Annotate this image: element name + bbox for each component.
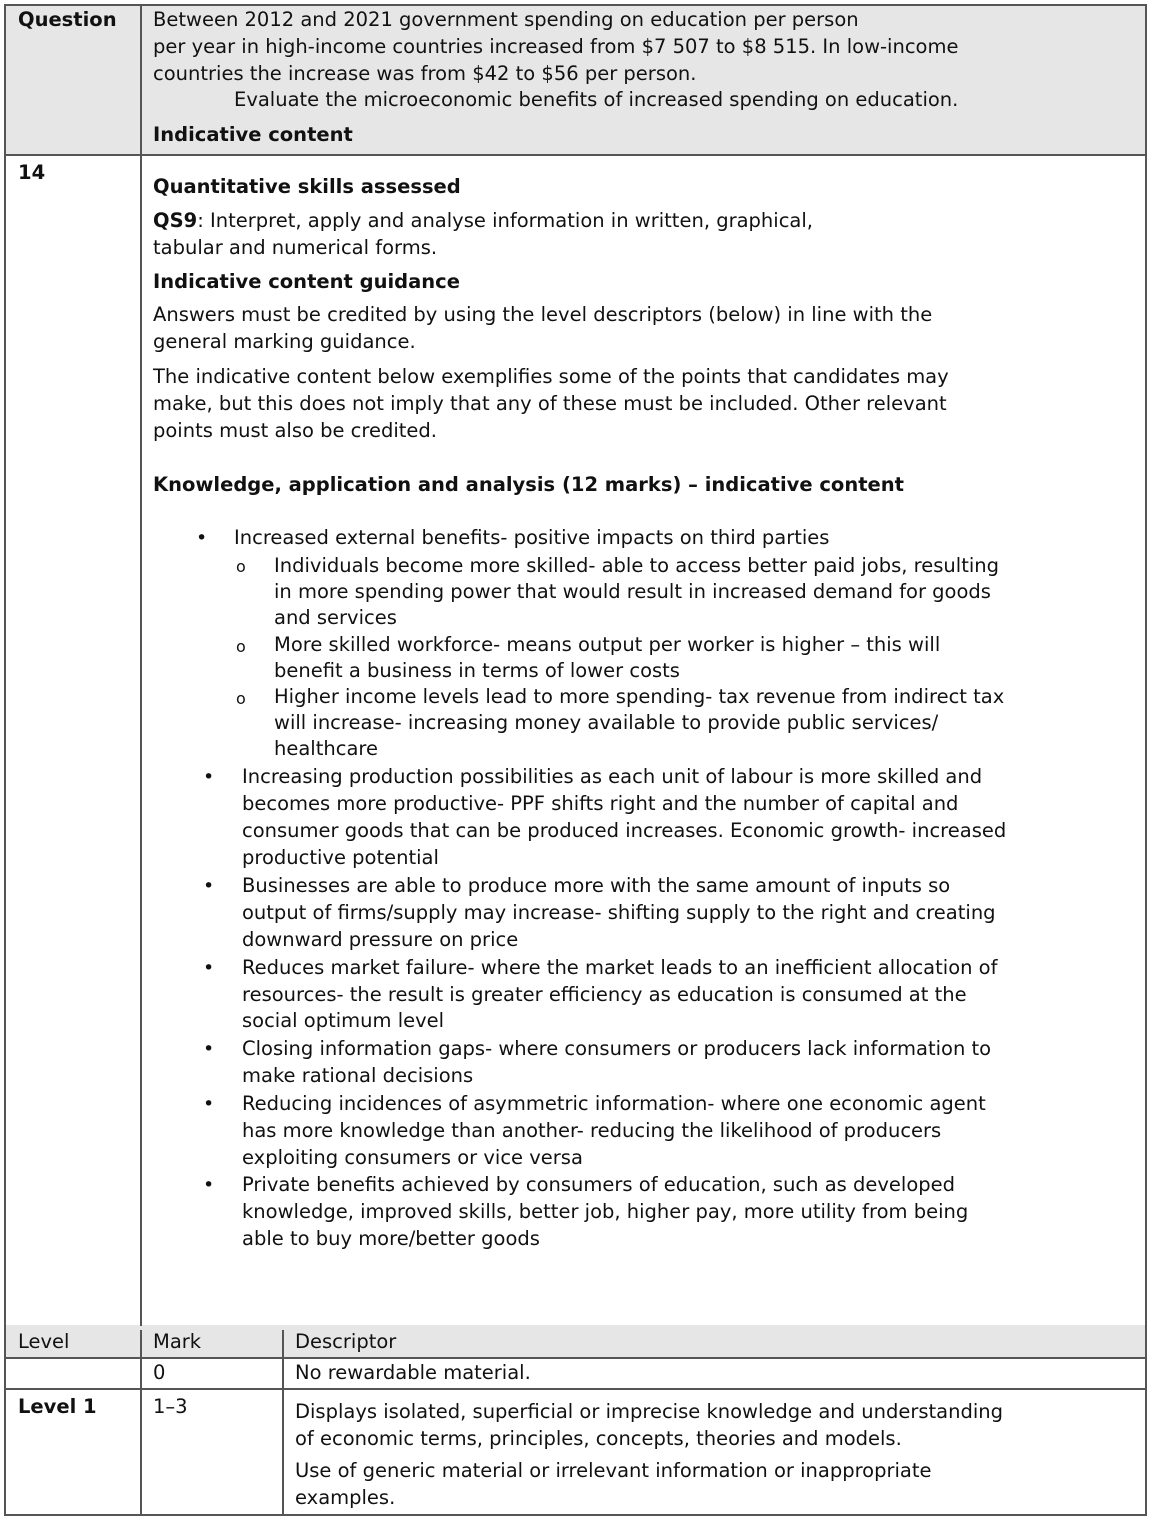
bullet-6-line-1: knowledge, improved skills, better job, higher pay, more utility from being	[242, 1200, 969, 1223]
bullet-6-line-0: Private benefits achieved by consumers of education, such as developed	[242, 1173, 956, 1196]
levels-row-0-descriptor: No rewardable material.	[295, 1361, 531, 1384]
bullet-4-line-1: make rational decisions	[242, 1064, 474, 1087]
question-text-line-2: per year in high-income countries increased from $7 507 to $8 515. In low-income	[153, 35, 959, 58]
levels-row-1-descriptor-line-0: Displays isolated, superficial or imprecise knowledge and understanding	[295, 1400, 1003, 1423]
sub-bullet-icon: o	[236, 689, 246, 708]
levels-row-0-mark: 0	[153, 1361, 166, 1384]
bullet-icon: •	[196, 527, 208, 549]
levels-row-1-descriptor-line-1: of economic terms, principles, concepts, theories and models.	[295, 1427, 902, 1450]
qs-code: QS9	[153, 209, 198, 232]
bullet-icon: •	[203, 1093, 215, 1115]
guidance-p1-line-2: general marking guidance.	[153, 330, 416, 353]
bullet-icon: •	[203, 1174, 215, 1196]
bullet-4-line-0: Closing information gaps- where consumers or producers lack information to	[242, 1037, 992, 1060]
sub-bullet-icon: o	[236, 637, 246, 656]
sub-bullet-1-line-1: benefit a business in terms of lower costs	[274, 659, 680, 682]
bullet-2-line-0: Businesses are able to produce more with the same amount of inputs so	[242, 874, 951, 897]
bullet-3-line-0: Reduces market failure- where the market leads to an inefficient allocation of	[242, 956, 998, 979]
levels-row0-bottom-border	[4, 1388, 1147, 1390]
question-prompt: Evaluate the microeconomic benefits of increased spending on education.	[234, 88, 959, 111]
question-column-label: Question	[18, 8, 117, 31]
qs-heading: Quantitative skills assessed	[153, 175, 461, 198]
bullet-5-line-0: Reducing incidences of asymmetric information- where one economic agent	[242, 1092, 986, 1115]
column-divider-1	[140, 4, 142, 1326]
guidance-heading: Indicative content guidance	[153, 270, 460, 293]
bullet-icon: •	[203, 957, 215, 979]
column-divider-2-levels	[282, 1330, 284, 1516]
levels-header-bottom-border	[4, 1357, 1147, 1359]
sub-bullet-0-line-2: and services	[274, 606, 397, 629]
levels-header-level: Level	[18, 1330, 70, 1353]
qs-text-line-1	[153, 208, 813, 235]
bullet-text-0: Increased external benefits- positive impacts on third parties	[234, 526, 830, 549]
sub-bullet-icon: o	[236, 557, 246, 576]
table-border-bottom	[4, 1514, 1147, 1516]
kaa-heading: Knowledge, application and analysis (12 marks) – indicative content	[153, 473, 904, 496]
bullet-icon: •	[203, 875, 215, 897]
question-text-line-1: Between 2012 and 2021 government spending on education per person	[153, 8, 859, 31]
bullet-1-line-2: consumer goods that can be produced increases. Economic growth- increased	[242, 819, 1007, 842]
sub-bullet-1-line-0: More skilled workforce- means output per worker is higher – this will	[274, 633, 941, 656]
question-text-line-3: countries the increase was from $42 to $56 per person.	[153, 62, 697, 85]
table-border-right	[1145, 4, 1147, 1516]
qs-text: : Interpret, apply and analyse information in written, graphical,	[197, 209, 813, 232]
bullet-5-line-2: exploiting consumers or vice versa	[242, 1146, 583, 1169]
bullet-1-line-0: Increasing production possibilities as each unit of labour is more skilled and	[242, 765, 983, 788]
sub-bullet-2-line-1: will increase- increasing money available to provide public services/	[274, 711, 939, 734]
sub-bullet-2-line-2: healthcare	[274, 737, 378, 760]
column-divider-1-levels	[140, 1330, 142, 1516]
indicative-content-heading: Indicative content	[153, 123, 353, 146]
levels-row-1-descriptor-line-3: examples.	[295, 1486, 396, 1509]
levels-header-descriptor: Descriptor	[295, 1330, 397, 1353]
table-border-top	[4, 4, 1147, 6]
bullet-1-line-1: becomes more productive- PPF shifts right and the number of capital and	[242, 792, 959, 815]
guidance-p2-line-1: The indicative content below exemplifies some of the points that candidates may	[153, 365, 949, 388]
sub-bullet-0-line-0: Individuals become more skilled- able to access better paid jobs, resulting	[274, 554, 999, 577]
guidance-p2-line-3: points must also be credited.	[153, 419, 437, 442]
question-number: 14	[18, 161, 46, 184]
bullet-6-line-2: able to buy more/better goods	[242, 1227, 540, 1250]
bullet-3-line-1: resources- the result is greater efficiency as education is consumed at the	[242, 983, 967, 1006]
levels-header-mark: Mark	[153, 1330, 202, 1353]
levels-row-1-level: Level 1	[18, 1395, 97, 1418]
qs-text-line-2: tabular and numerical forms.	[153, 236, 438, 259]
bullet-5-line-1: has more knowledge than another- reducing the likelihood of producers	[242, 1119, 942, 1142]
bullet-3-line-2: social optimum level	[242, 1009, 445, 1032]
guidance-p2-line-2: make, but this does not imply that any of these must be included. Other relevant	[153, 392, 947, 415]
bullet-icon: •	[203, 766, 215, 788]
bullet-2-line-1: output of firms/supply may increase- shifting supply to the right and creating	[242, 901, 996, 924]
levels-row-1-descriptor-line-2: Use of generic material or irrelevant information or inappropriate	[295, 1459, 932, 1482]
sub-bullet-0-line-1: in more spending power that would result in increased demand for goods	[274, 580, 991, 603]
header-bottom-border	[4, 154, 1147, 156]
table-border-left	[4, 4, 6, 1516]
bullet-icon: •	[203, 1038, 215, 1060]
levels-row-1-mark: 1–3	[153, 1395, 188, 1418]
sub-bullet-2-line-0: Higher income levels lead to more spending- tax revenue from indirect tax	[274, 685, 1005, 708]
bullet-1-line-3: productive potential	[242, 846, 439, 869]
guidance-p1-line-1: Answers must be credited by using the level descriptors (below) in line with the	[153, 303, 933, 326]
bullet-2-line-2: downward pressure on price	[242, 928, 519, 951]
